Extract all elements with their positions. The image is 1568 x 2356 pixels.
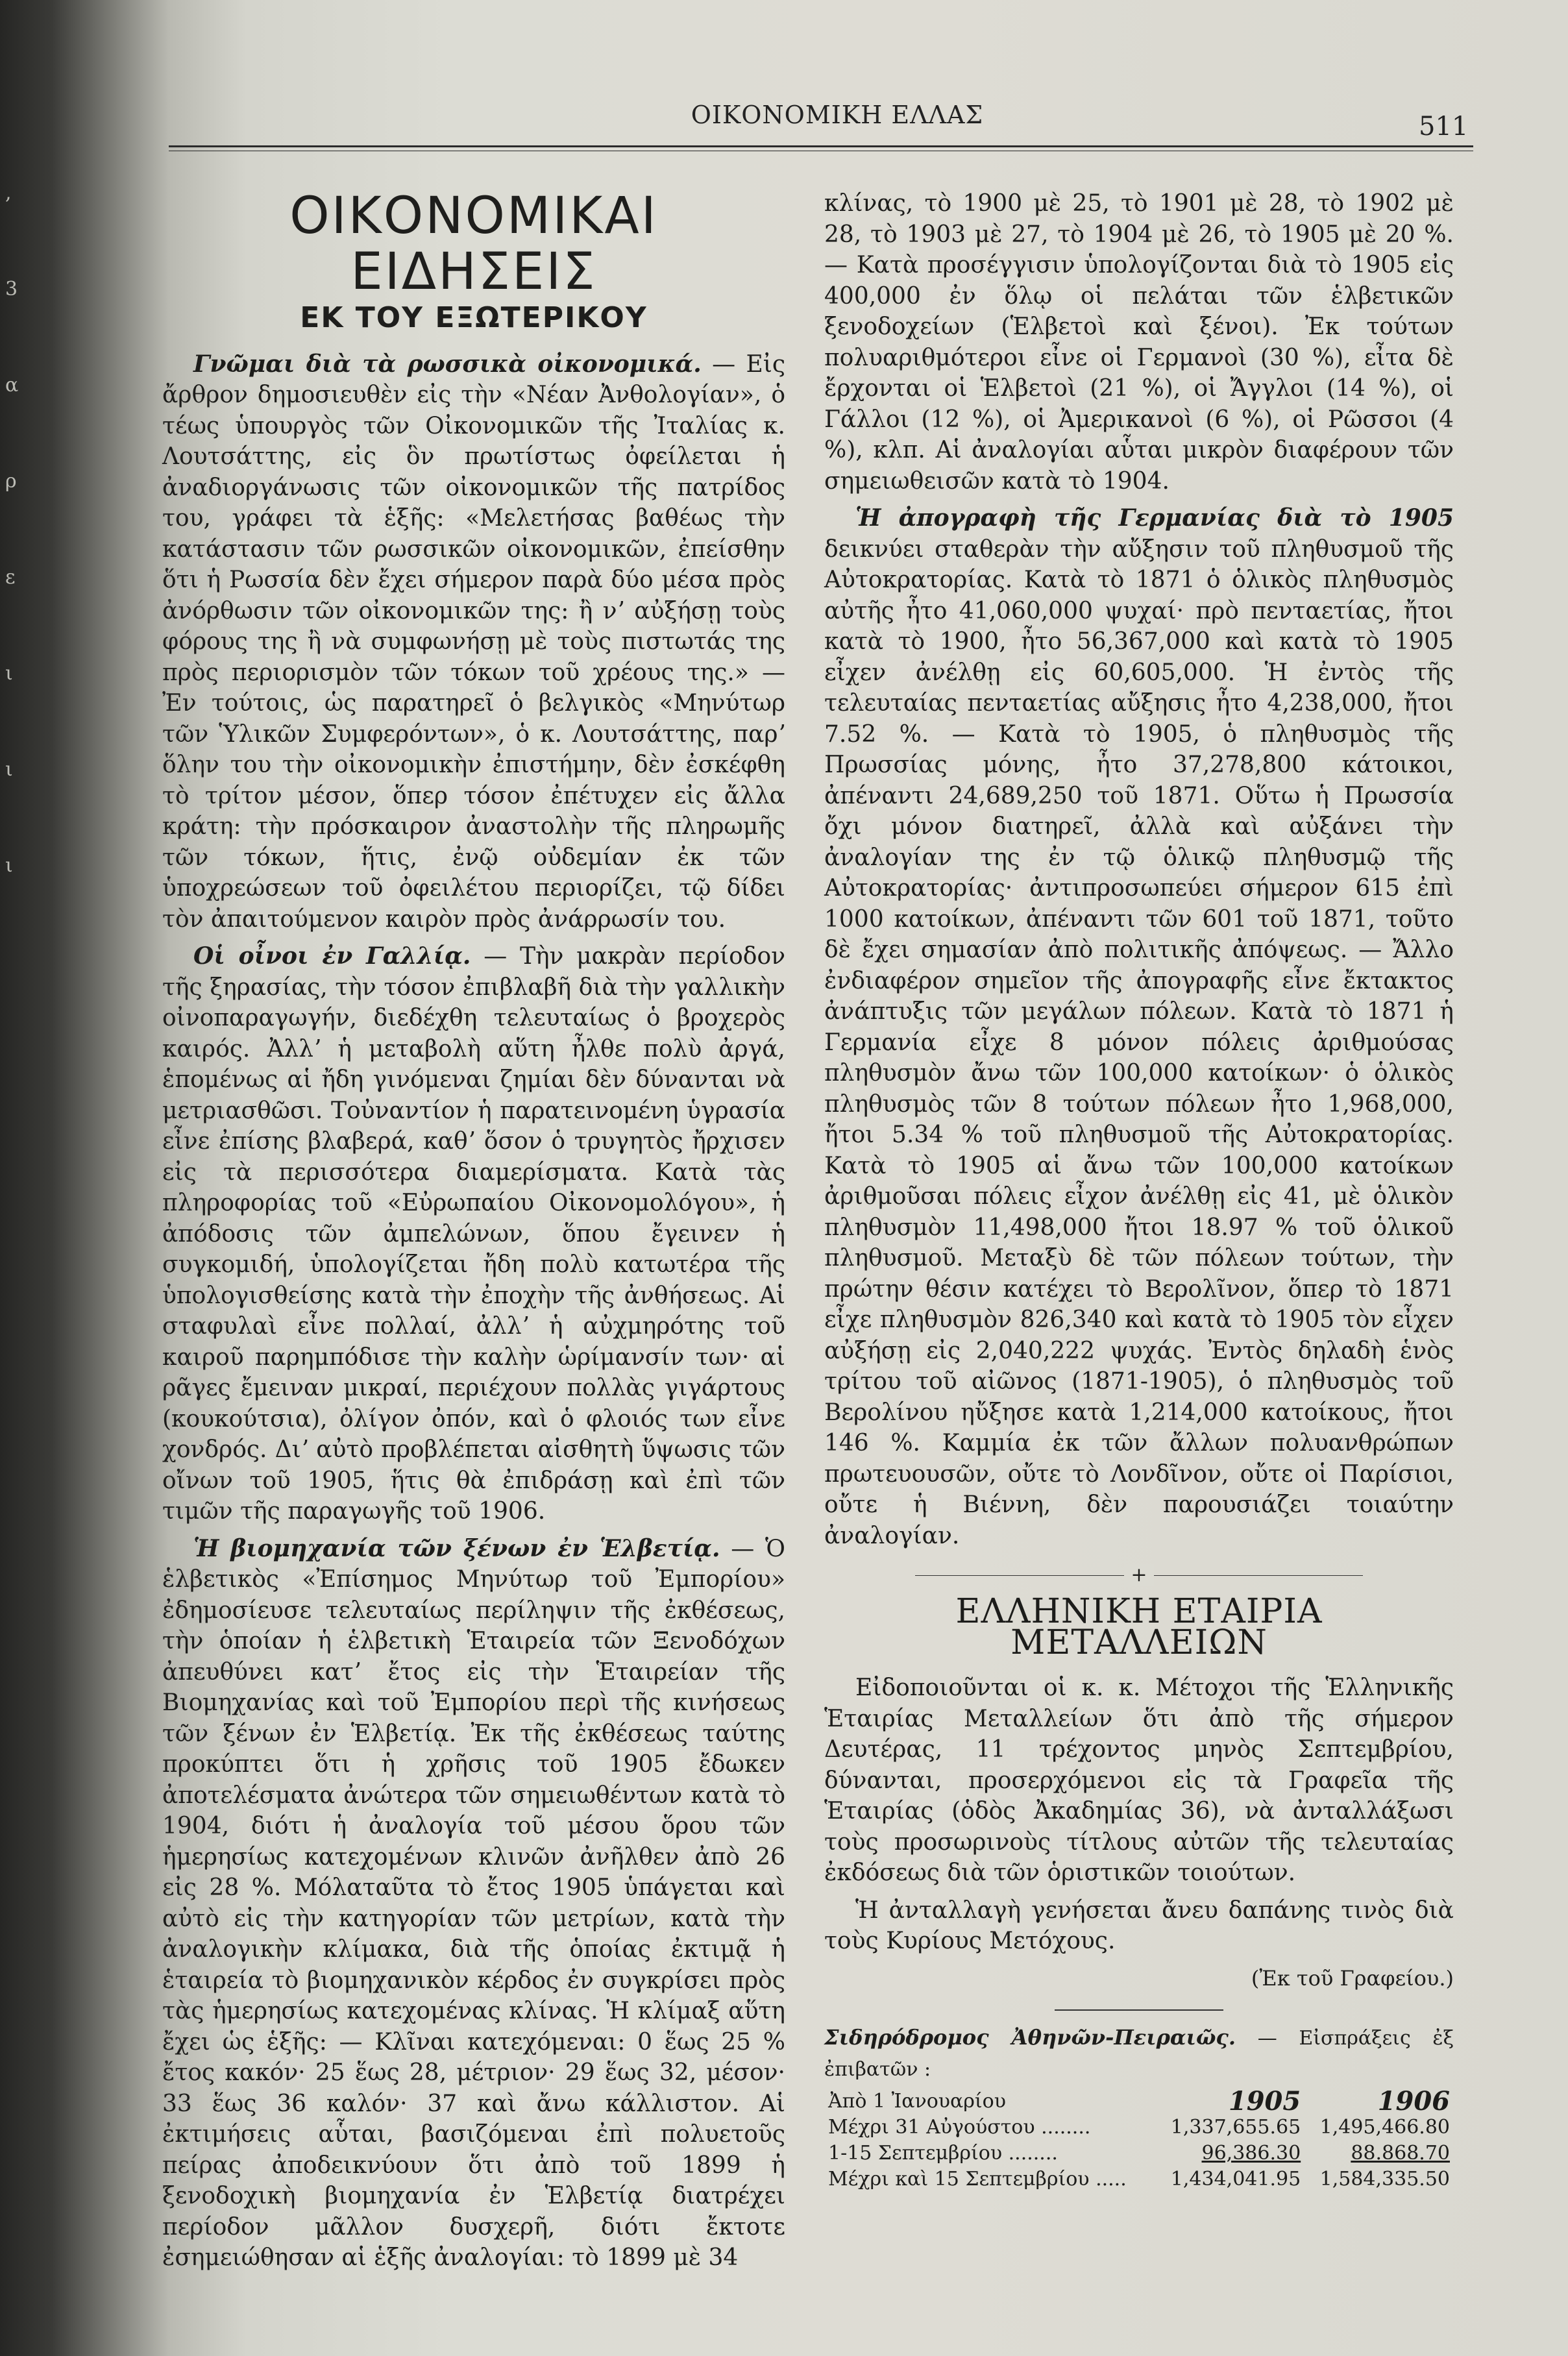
news-item-rubric: Οἱ οἶνοι ἐν Γαλλίᾳ. — [193, 942, 471, 970]
margin-mark: α — [5, 374, 19, 397]
news-item-german-census — [824, 503, 1454, 1551]
right-column — [824, 188, 1454, 2192]
news-item-rubric: Ἡ ἀπογραφὴ τῆς Γερμανίας διὰ τὸ 1905 — [855, 504, 1454, 532]
company-notice-paragraph: Ἡ ἀνταλλαγὴ γενήσεται ἄνευ δαπάνης τινὸς διὰ τοὺς Κυρίους Μετόχους. — [824, 1896, 1454, 1954]
table-cell-1906: 1,584,335.50 — [1319, 2168, 1450, 2190]
news-item-text: — Εἰς ἄρθρον δημοσιευθὲν εἰς τὴν «Νέαν Ἀνθολογίαν», ὁ τέως ὑπουργὸς τῶν Οἰκονομικῶν τῆς Ἰταλίας κ. Λουτσάττης, εἰς ὃν πρωτίστως ὀφείλεται ἡ ἀναδιοργάνωσις τῶν οἰκονομικῶν τῆς πατρίδος του, γράφει τὰ ἑξῆς: «Μελετήσας βαθέως τὴν κατάστασιν τῶν ρωσσικῶν οἰκονομικῶν, ἐπείσθην ὅτι ἡ Ρωσσία δὲν ἔχει σήμερον παρὰ δύο μέσα πρὸς ἀνόρθωσιν τῶν οἰκονομικῶν της: ἢ νʼ αὐξήσῃ τοὺς φόρους της ἢ νὰ συμφωνήσῃ μὲ τοὺς πιστωτάς της πρὸς περιορισμὸν τῶν τόκων τοῦ χρέους της.» — Ἐν τούτοις, ὡς παρατηρεῖ ὁ βελγικὸς «Μηνύτωρ τῶν Ὑλικῶν Συμφερόντων», ὁ κ. Λουτσάττης, παρʼ ὅλην του τὴν οἰκονομικὴν ἐπιστήμην, δὲν ἐσκέφθη τὸ τρίτον μέσον, ὅπερ τόσον ἐπέτυχεν εἰς ἄλλα κράτη: τὴν πρόσκαιρον ἀναστολὴν τῆς πληρωμῆς τῶν τόκων, ἥτις, ἐνῷ οὐδεμίαν ἐκ τῶν ὑποχρεώσεων τοῦ ὀφειλέτου περιορίζει, τῷ δίδει τὸν ἀπαιτούμενον καιρὸν πρὸς ἀνάρρωσίν του. — [162, 350, 785, 933]
column-header-1906: 1906 — [1377, 2086, 1450, 2117]
railway-receipts-table — [824, 2086, 1454, 2192]
table-row-label: Μέχρι καὶ 15 Σεπτεμβρίου ..... — [828, 2168, 1127, 2190]
company-notice-paragraph: Εἰδοποιοῦνται οἱ κ. κ. Μέτοχοι τῆς Ἑλληνικῆς Ἑταιρίας Μεταλλείων ὅτι ἀπὸ τῆς σήμερον Δευτέρας, 11 τρέχοντος μηνὸς Σεπτεμβρίου, δύνανται, προσερχόμενοι εἰς τὰ Γραφεῖα τῆς Ἑταιρίας (ὁδὸς Ἀκαδημίας 36), νὰ ἀνταλλάξωσι τοὺς προσωρινοὺς τίτλους αὐτῶν τῆς τελευταίας ἐκδόσεως διὰ τῶν ὁριστικῶν τοιούτων. — [824, 1675, 1454, 1886]
continued-text: κλίνας, τὸ 1900 μὲ 25, τὸ 1901 μὲ 28, τὸ 1902 μὲ 28, τὸ 1903 μὲ 27, τὸ 1904 μὲ 26, τὸ 1905 μὲ 20 %. — Κατὰ προσέγγισιν ὑπολογίζονται διὰ τὸ 1905 εἰς 400,000 ἐν ὅλῳ οἱ πελάται τῶν ἑλβετικῶν ξενοδοχείων (Ἑλβετοὶ καὶ ξένοι). Ἐκ τούτων πολυαριθμότεροι εἶνε οἱ Γερμανοὶ (30 %), εἶτα δὲ ἔρχονται οἱ Ἑλβετοὶ (21 %), οἱ Ἄγγλοι (14 %), οἱ Γάλλοι (12 %), οἱ Ἀμερικανοὶ (6 %), οἱ Ρῶσσοι (4 %), κλπ. Αἱ ἀναλογίαι αὗται μικρὸν διαφέρουν τῶν σημειωθεισῶν κατὰ τὸ 1904. — [824, 190, 1454, 495]
railway-title: Σιδηρόδρομος Ἀθηνῶν-Πειραιῶς. — [824, 2025, 1236, 2050]
margin-mark: ι — [5, 758, 13, 781]
table-row-label: Ἀπὸ 1 Ἰανουαρίου — [828, 2090, 1006, 2113]
margin-mark: 3 — [5, 278, 18, 301]
section-title: ΟΙΚΟΝΟΜΙΚΑΙ ΕΙΔΗΣΕΙΣ — [289, 187, 658, 301]
railway-heading — [824, 2022, 1454, 2085]
news-item-text: δεικνύει σταθερὰν τὴν αὔξησιν τοῦ πληθυσμοῦ τῆς Αὐτοκρατορίας. Κατὰ τὸ 1871 ὁ ὁλικὸς πληθυσμὸς αὐτῆς ἦτο 41,060,000 ψυχαί· πρὸ πενταετίας, ἤτοι κατὰ τὸ 1900, ἦτο 56,367,000 καὶ κατὰ τὸ 1905 εἶχεν ἀνέλθῃ εἰς 60,605,000. Ἡ ἐντὸς τῆς τελευταίας πενταετίας αὔξησις ἦτο 4,238,000, ἤτοι 7.52 %. — Κατὰ τὸ 1905, ὁ πληθυσμὸς τῆς Πρωσσίας μόνης, ἦτο 37,278,800 κάτοικοι, ἀπέναντι 24,689,250 τοῦ 1871. Οὕτω ἡ Πρωσσία ὄχι μόνον διατηρεῖ, ἀλλὰ καὶ αὐξάνει τὴν ἀναλογίαν της ἐν τῷ ὁλικῷ πληθυσμῷ τῆς Αὐτοκρατορίας· ἀντιπροσωπεύει σήμερον 615 ἐπὶ 1000 κατοίκων, ἀπέναντι τῶν 601 τοῦ 1871, τοῦτο δὲ ἔχει σημασίαν ἀπὸ πολιτικῆς ἀπόψεως. — Ἄλλο ἐνδιαφέρον σημεῖον τῆς ἀπογραφῆς εἶνε ἔκτακτος ἀνάπτυξις τῶν μεγάλων πόλεων. Κατὰ τὸ 1871 ἡ Γερμανία εἶχε 8 μόνον πόλεις ἀριθμούσας πληθυσμὸν ἄνω τῶν 100,000 κατοίκων· ὁ ὁλικὸς πληθυσμὸς τῶν 8 τούτων πόλεων ἦτο 1,968,000, ἤτοι 5.34 % τοῦ πληθυσμοῦ τῆς Αὐτοκρατορίας. Κατὰ τὸ 1905 αἱ ἄνω τῶν 100,000 κατοίκων ἀριθμοῦσαι πόλεις εἶχον ἀνέλθῃ εἰς 41, μὲ ὁλικὸν πληθυσμὸν 11,498,000 ἤτοι 18.97 % τοῦ ὁλικοῦ πληθυσμοῦ. Μεταξὺ δὲ τῶν πόλεων τούτων, τὴν πρώτην θέσιν κατέχει τὸ Βερολῖνον, ὅπερ τὸ 1871 εἶχε πληθυσμὸν 826,340 καὶ κατὰ τὸ 1905 τὸν εἶχεν αὐξήσῃ εἰς 2,040,222 ψυχάς. Ἐντὸς δηλαδὴ ἑνὸς τρίτου τοῦ αἰῶνος (1871-1905), ὁ πληθυσμὸς τοῦ Βερολίνου ηὔξησε κατὰ 1,214,000 κατοίκους, ἤτοι 146 %. Καμμία ἐκ τῶν ἄλλων πολυανθρώπων πρωτευουσῶν, οὔτε τὸ Λονδῖνον, οὔτε οἱ Παρίσιοι, οὔτε ἡ Βιέννη, δὲν παρουσιάζει τοιαύτην ἀναλογίαν. — [824, 535, 1454, 1549]
divider-ornament: + — [1124, 1564, 1153, 1586]
table-header-row — [824, 2089, 1454, 2115]
company-notice-title: ΕΛΛΗΝΙΚΗ ΕΤΑΙΡΙΑ ΜΕΤΑΛΛΕΙΩΝ — [955, 1592, 1323, 1662]
table-row — [824, 2141, 1454, 2166]
table-cell-1906: 88.868.70 — [1351, 2142, 1450, 2165]
header-rule — [169, 145, 1473, 147]
source-note: (Ἐκ τοῦ Γραφείου.) — [1251, 1965, 1454, 1991]
news-item-french-wines — [162, 941, 785, 1527]
margin-mark: ρ — [5, 470, 17, 493]
news-item-text: — Ὁ ἑλβετικὸς «Ἐπίσημος Μηνύτωρ τοῦ Ἐμπορίου» ἐδημοσίευσε τελευταίως περίληψιν τῆς ἐκθέσεως, τὴν ὁποίαν ἡ ἑλβετικὴ Ἑταιρεία τῶν Ξενοδόχων ἀπευθύνει κατʼ ἔτος εἰς τὴν Ἑταιρείαν τῆς Βιομηχανίας καὶ τοῦ Ἐμπορίου περὶ τῆς κινήσεως τῶν ξένων ἐν Ἑλβετίᾳ. Ἐκ τῆς ἐκθέσεως ταύτης προκύπτει ὅτι ἡ χρῆσις τοῦ 1905 ἔδωκεν ἀποτελέσματα ἀνώτερα τῶν σημειωθέντων κατὰ τὸ 1904, διότι ἡ ἀναλογία τοῦ μέσου ὅρου τῶν ἡμερησίως κατεχομένων κλινῶν ἀνῆλθεν ἀπὸ 26 εἰς 28 %. Μόλαταῦτα τὸ ἔτος 1905 ὑπάγεται καὶ αὐτὸ εἰς τὴν κατηγορίαν τῶν μετρίων, κατὰ τὴν ἀναλογικὴν κλίμακα, διὰ τῆς ὁποίας ἐκτιμᾷ ἡ ἑταιρεία τὸ βιομηχανικὸν κέρδος ἐν συγκρίσει πρὸς τὰς ἡμερησίως κατεχομένας κλίνας. Ἡ κλίμαξ αὕτη ἔχει ὡς ἑξῆς: — Κλῖναι κατεχόμεναι: 0 ἕως 25 % ἔτος κακόν· 25 ἕως 28, μέτριον· 29 ἕως 32, μέσον· 33 ἕως 36 καλόν· 37 καὶ ἄνω κάλλιστον. Αἱ ἐκτιμήσεις αὗται, βασιζόμεναι ἐπὶ πολυετοῦς πείρας ἀποδεικνύουν ὅτι ἀπὸ τοῦ 1899 ἡ ξενοδοχικὴ βιομηχανία ἐν Ἑλβετίᾳ διατρέχει περίοδον μᾶλλον δυσχερῆ, διότι ἔκτοτε ἐσημειώθησαν αἱ ἑξῆς ἀναλογίαι: τὸ 1899 μὲ 34 — [162, 1535, 785, 2271]
news-item-swiss-hotel-industry — [162, 1534, 785, 2274]
margin-mark: , — [5, 182, 12, 204]
margin-mark: ι — [5, 854, 13, 877]
news-item-text: — Τὴν μακρὰν περίοδον τῆς ξηρασίας, τὴν τόσον ἐπιβλαβῆ διὰ τὴν γαλλικὴν οἰνοπαραγωγήν, διεδέχθη τελευταίως ὁ βροχερὸς καιρός. Ἀλλʼ ἡ μεταβολὴ αὕτη ἦλθε πολὺ ἀργά, ἑπομένως αἱ ἤδη γινόμεναι ζημίαι δὲν δύνανται νὰ μετριασθῶσι. Τοὐναντίον ἡ παρατεινομένη ὑγρασία εἶνε ἐπίσης βλαβερά, καθʼ ὅσον ὁ τρυγητὸς ἤρχισεν εἰς τὰ περισσότερα διαμερίσματα. Κατὰ τὰς πληροφορίας τοῦ «Εὐρωπαίου Οἰκονομολόγου», ἡ ἀπόδοσις τῶν ἀμπελώνων, ὅπου ἔγεινεν ἡ συγκομιδή, ὑπολογίζεται ἤδη πολὺ κατωτέρα τῆς ὑπολογισθείσης κατὰ τὴν ἐποχὴν τῆς ἀνθήσεως. Αἱ σταφυλαὶ εἶνε πολλαί, ἀλλʼ ἡ αὐχμηρότης τοῦ καιροῦ παρημπόδισε τὴν καλὴν ὡρίμανσίν των· αἱ ρᾶγες ἔμειναν μικραί, περιέχουν πολλὰς γιγάρτους (κουκούτσια), ὀλίγον ὀπόν, καὶ ὁ φλοιός των εἶνε χονδρός. Διʼ αὐτὸ προβλέπεται αἰσθητὴ ὕψωσις τῶν οἴνων τοῦ 1905, ἥτις θὰ ἐπιδράσῃ καὶ ἐπὶ τῶν τιμῶν τῆς παραγωγῆς τοῦ 1906. — [162, 943, 785, 1525]
column-header-1905: 1905 — [1228, 2086, 1301, 2117]
table-cell-1905: 1,434,041.95 — [1170, 2168, 1301, 2190]
table-row-label: Μέχρι 31 Αὐγούστου ........ — [828, 2116, 1091, 2139]
section-subtitle: ΕΚ ΤΟΥ ΕΞΩΤΕΡΙΚΟΥ — [300, 301, 648, 334]
table-cell-1905: 96,386.30 — [1201, 2142, 1301, 2165]
margin-mark: ε — [5, 566, 16, 589]
running-title: ΟΙΚΟΝΟΜΙΚΗ ΕΛΛΑΣ — [691, 101, 984, 129]
section-divider — [824, 1565, 1454, 1585]
margin-marks — [5, 182, 31, 950]
margin-mark: ι — [5, 662, 13, 685]
page-number: 511 — [1419, 112, 1469, 141]
news-item-rubric: Γνῶμαι διὰ τὰ ρωσσικὰ οἰκονομικά. — [193, 350, 702, 378]
table-cell-1905: 1,337,655.65 — [1170, 2116, 1301, 2139]
table-cell-1906: 1,495,466.80 — [1319, 2116, 1450, 2139]
table-row — [824, 2115, 1454, 2141]
railway-heading-text: — Εἰσπράξεις ἐξ ἐπιβατῶν : — [824, 2027, 1454, 2081]
table-row — [824, 2166, 1454, 2192]
table-row-label: 1-15 Σεπτεμβρίου ........ — [828, 2142, 1058, 2165]
left-column — [162, 188, 785, 2280]
short-rule — [1055, 2009, 1223, 2011]
news-item-rubric: Ἡ βιομηχανία τῶν ξένων ἐν Ἑλβετίᾳ. — [193, 1534, 720, 1562]
news-item-russian-finances — [162, 349, 785, 935]
